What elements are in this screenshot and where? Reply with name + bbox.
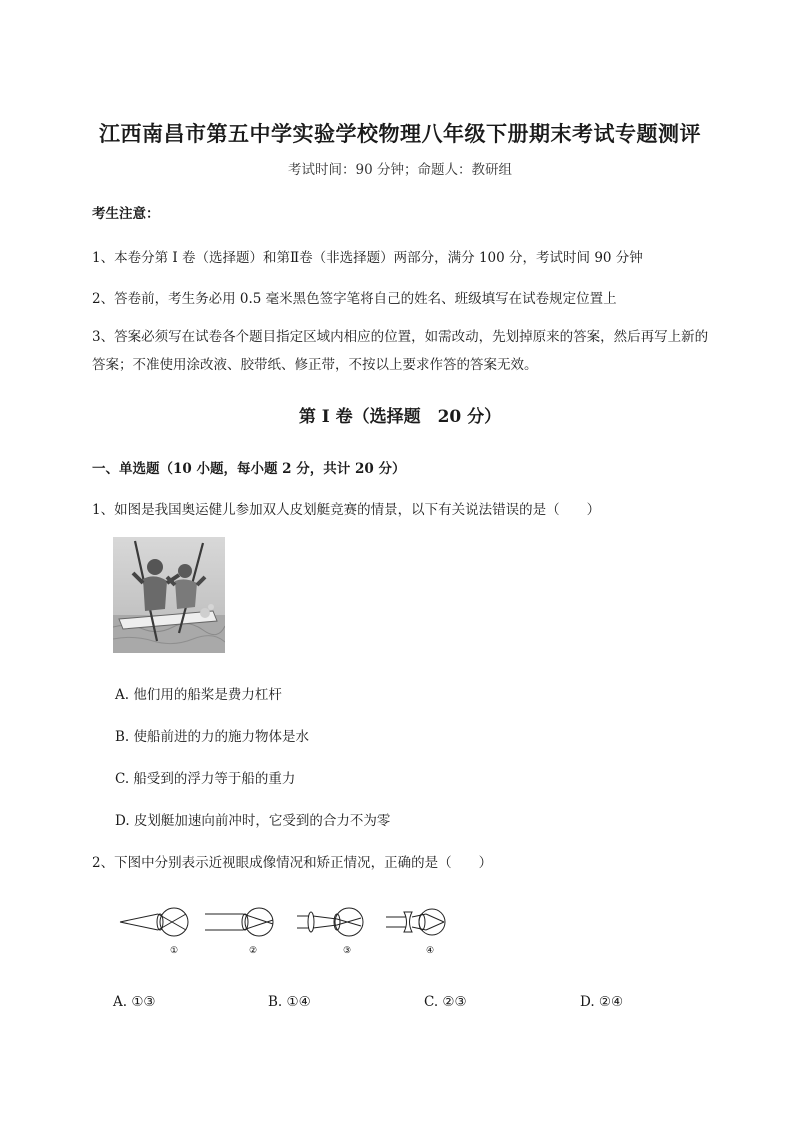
question-2-option-c: C. ②③ [424, 994, 467, 1010]
question-1-stem: 1、如图是我国奥运健儿参加双人皮划艇竞赛的情景，以下有关说法错误的是（ ） [92, 502, 601, 518]
question-2-option-a: A. ①③ [113, 994, 156, 1010]
eye-diagram-2 [203, 900, 278, 960]
eye-diagram-4 [384, 900, 459, 960]
question-1-option-c: C. 船受到的浮力等于船的重力 [115, 771, 296, 787]
page-title: 江西南昌市第五中学实验学校物理八年级下册期末考试专题测评 [99, 121, 701, 146]
notice-heading: 考生注意： [92, 206, 160, 222]
question-2-option-d: D. ②④ [580, 994, 624, 1010]
notice-item-1: 1、本卷分第 I 卷（选择题）和第Ⅱ卷（非选择题）两部分，满分 100 分，考试时间 90 分钟 [92, 250, 643, 266]
question-2-stem: 2、下图中分别表示近视眼成像情况和矫正情况，正确的是（ ） [92, 855, 493, 871]
notice-item-2: 2、答卷前，考生务必用 0.5 毫米黑色签字笔将自己的姓名、班级填写在试卷规定位置上 [92, 291, 617, 307]
eye-diagram-3 [295, 900, 370, 960]
notice-item-3: 3、答案必须写在试卷各个题目指定区域内相应的位置，如需改动，先划掉原来的答案，然后再写上新的答案；不准使用涂改液、胶带纸、修正带，不按以上要求作答的答案无效。 [92, 329, 709, 373]
diagram-label-4: ④ [425, 946, 435, 956]
section-title: 第 I 卷（选择题 20 分） [298, 407, 502, 427]
question-1-option-b: B. 使船前进的力的施力物体是水 [115, 729, 310, 745]
diagram-label-2: ② [248, 946, 258, 956]
exam-info: 考试时间：90 分钟；命题人：教研组 [288, 162, 512, 178]
diagram-label-1: ① [169, 946, 179, 956]
eye-diagram-1 [118, 900, 193, 960]
diagram-label-3: ③ [342, 946, 352, 956]
question-2-option-b: B. ①④ [268, 994, 311, 1010]
question-1-option-d: D. 皮划艇加速向前冲时，它受到的合力不为零 [115, 813, 391, 829]
part-heading: 一、单选题（10 小题，每小题 2 分，共计 20 分） [92, 461, 406, 477]
question-1-option-a: A. 他们用的船桨是费力杠杆 [115, 687, 282, 703]
kayak-photo [113, 537, 225, 653]
